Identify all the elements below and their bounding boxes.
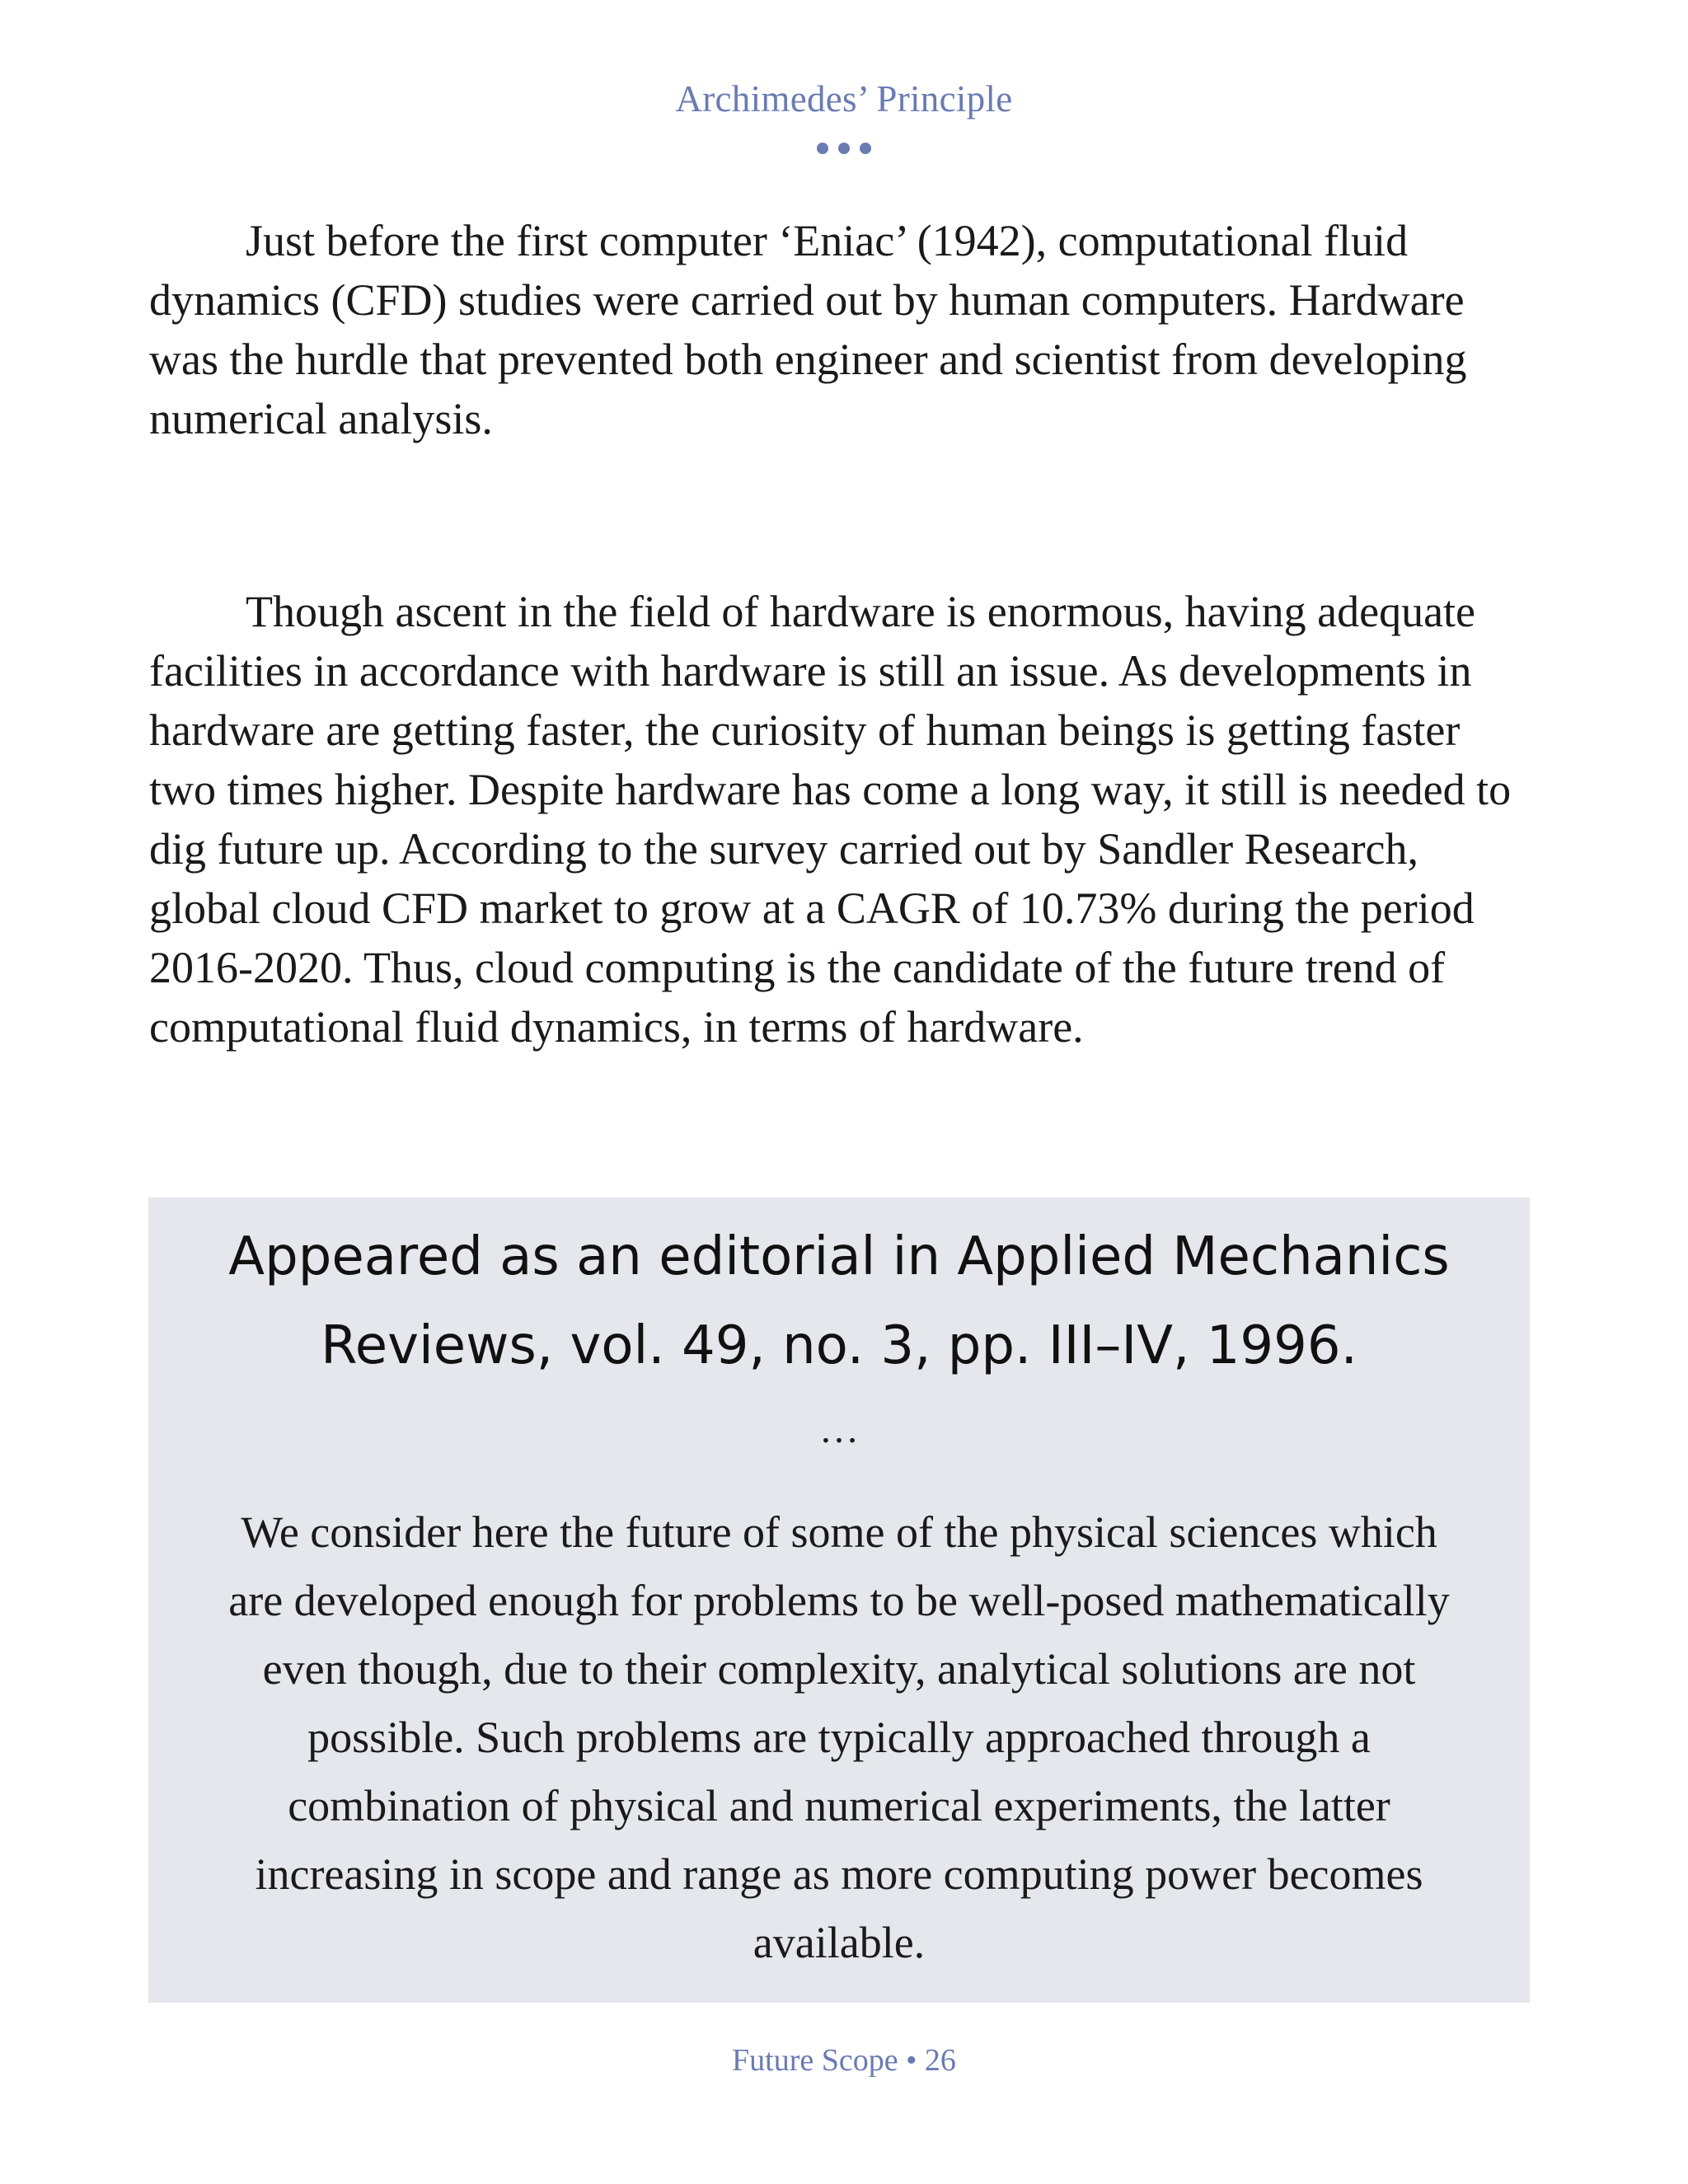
quote-line: We consider here the future of some of the physical sciences which (241, 1507, 1437, 1557)
ornament-dot (838, 143, 850, 154)
page-header (0, 78, 1688, 154)
body-paragraph-1: Just before the first computer ‘Eniac’ (1942), computational fluid dynamics (CFD) studies were carried out by human computers. Hardware was the hurdle that prevented both engineer and scientist from developing numerical analysis. (149, 216, 1467, 443)
quote-heading (181, 1212, 1497, 1390)
quote-ellipsis: … (819, 1408, 859, 1451)
body-paragraph-2: Though ascent in the field of hardware is enormous, having adequate facilities in accordance with hardware is still an issue. As developments in hardware are getting faster, the curiosity of human beings is getting faster two times higher. Despite hardware has come a long way, it still is needed to dig future up. According to the survey carried out by Sandler Research, global cloud CFD market to grow at a CAGR of 10.73% during the period 2016-2020. Thus, cloud computing is the candidate of the future trend of computational fluid dynamics, in terms of hardware. (149, 587, 1512, 1052)
quote-line: are developed enough for problems to be well-posed mathematically (228, 1576, 1450, 1625)
page-footer: Future Scope • 26 (732, 2043, 956, 2078)
ornament-dot (860, 143, 871, 154)
ornament-dot (817, 143, 828, 154)
header-ornament (0, 143, 1688, 154)
quote-line: increasing in scope and range as more computing power becomes (255, 1849, 1423, 1899)
running-title: Archimedes’ Principle (675, 78, 1013, 120)
quote-line: combination of physical and numerical experiments, the latter (288, 1781, 1390, 1830)
quote-line: available. (753, 1918, 926, 1967)
editorial-quote-box (148, 1197, 1530, 2003)
quote-heading-line-2: Reviews, vol. 49, no. 3, pp. III–IV, 1996. (321, 1315, 1357, 1376)
quote-line: possible. Such problems are typically approached through a (307, 1713, 1371, 1762)
quote-heading-line-1: Appeared as an editorial in Applied Mechanics (228, 1226, 1450, 1287)
quote-line: even though, due to their complexity, analytical solutions are not (262, 1644, 1416, 1694)
quote-text (170, 1498, 1508, 1977)
